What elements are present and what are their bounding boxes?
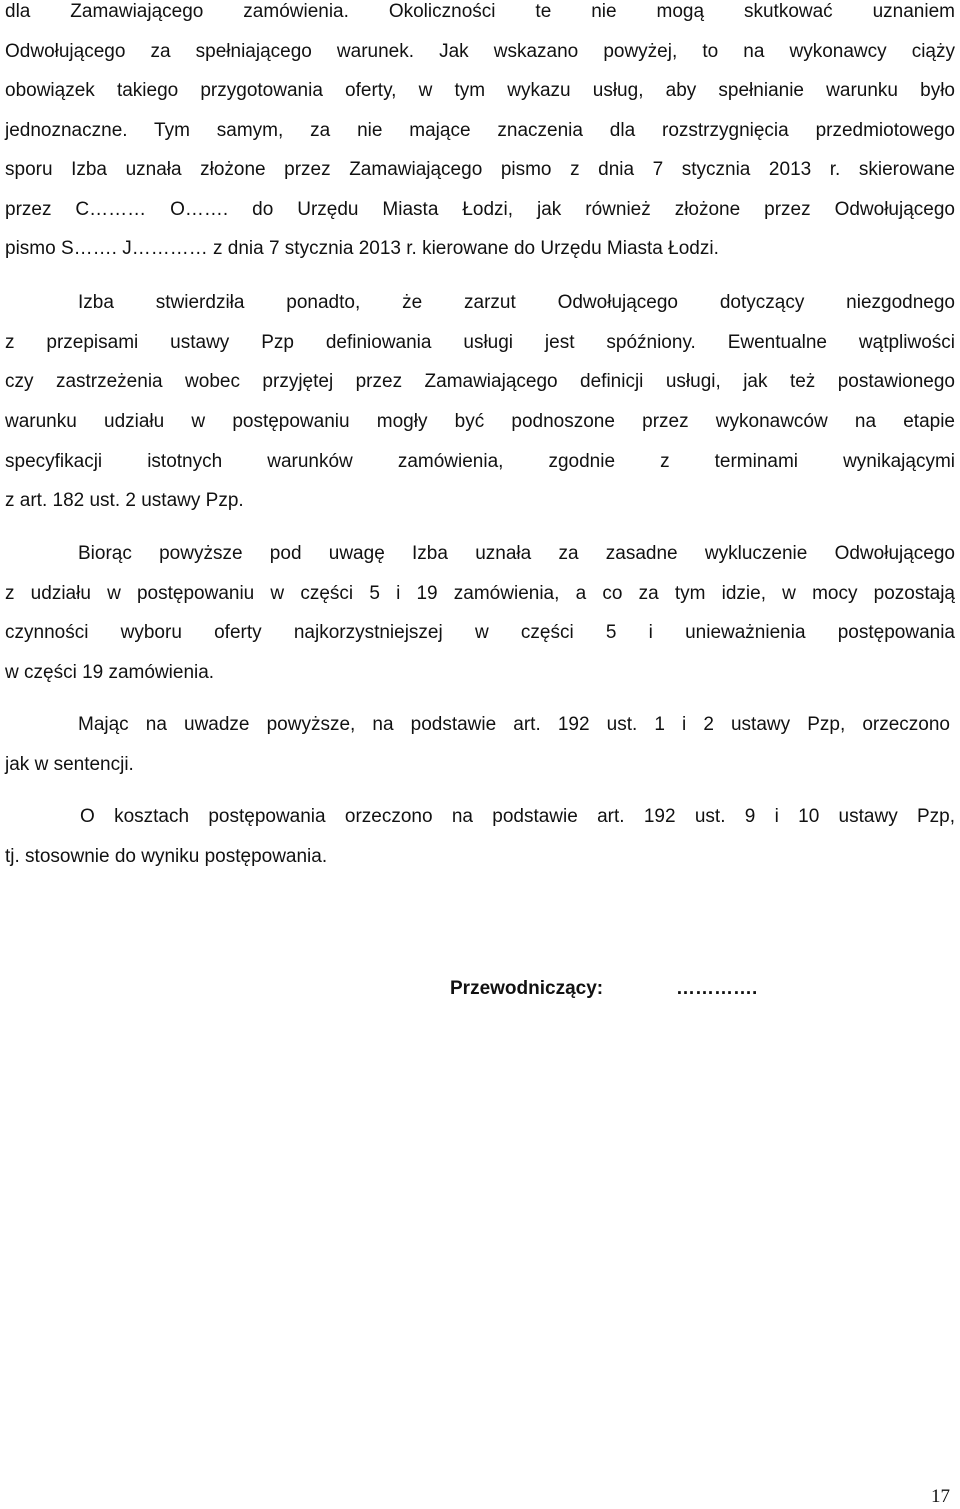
paragraph-line-16: czynności wyboru oferty najkorzystniejszej w części 5 i unieważnienia postępowania [5, 622, 955, 643]
signature-placeholder: …………. [676, 978, 758, 999]
paragraph-line-9: z przepisami ustawy Pzp definiowania usługi jest spóźniony. Ewentualne wątpliwości [5, 332, 955, 353]
paragraph-line-2: Odwołującego za spełniającego warunek. Jak wskazano powyżej, to na wykonawcy ciąży [5, 41, 955, 62]
paragraph-line-19: jak w sentencji. [5, 754, 134, 775]
paragraph-line-11: warunku udziału w postępowaniu mogły być podnoszone przez wykonawców na etapie [5, 411, 955, 432]
paragraph-line-21: tj. stosownie do wyniku postępowania. [5, 846, 328, 867]
paragraph-line-6: przez C……… O……. do Urzędu Miasta Łodzi, jak również złożone przez Odwołującego [5, 199, 955, 220]
paragraph-line-7: pismo S……. J………… z dnia 7 stycznia 2013 r. kierowane do Urzędu Miasta Łodzi. [5, 238, 719, 259]
paragraph-line-14: Biorąc powyższe pod uwagę Izba uznała za zasadne wykluczenie Odwołującego [78, 543, 955, 564]
paragraph-line-1: dla Zamawiającego zamówienia. Okoliczności te nie mogą skutkować uznaniem [5, 1, 955, 22]
paragraph-line-15: z udziału w postępowaniu w części 5 i 19 zamówienia, a co za tym idzie, w mocy pozostają [5, 583, 955, 604]
page-number: 17 [931, 1486, 950, 1507]
paragraph-line-5: sporu Izba uznała złożone przez Zamawiającego pismo z dnia 7 stycznia 2013 r. skierowane [5, 159, 955, 180]
paragraph-line-10: czy zastrzeżenia wobec przyjętej przez Zamawiającego definicji usługi, jak też postawionego [5, 371, 955, 392]
paragraph-line-17: w części 19 zamówienia. [5, 662, 215, 683]
signature-label: Przewodniczący: [450, 978, 604, 999]
paragraph-line-4: jednoznaczne. Tym samym, za nie mające znaczenia dla rozstrzygnięcia przedmiotowego [5, 120, 955, 141]
paragraph-line-8: Izba stwierdziła ponadto, że zarzut Odwołującego dotyczący niezgodnego [78, 292, 955, 313]
paragraph-line-13: z art. 182 ust. 2 ustawy Pzp. [5, 490, 244, 511]
paragraph-line-3: obowiązek takiego przygotowania oferty, w tym wykazu usług, aby spełnianie warunku było [5, 80, 955, 101]
paragraph-line-18: Mając na uwadze powyższe, na podstawie art. 192 ust. 1 i 2 ustawy Pzp, orzeczono [78, 714, 950, 735]
paragraph-line-20: O kosztach postępowania orzeczono na podstawie art. 192 ust. 9 i 10 ustawy Pzp, [80, 806, 955, 827]
paragraph-line-12: specyfikacji istotnych warunków zamówienia, zgodnie z terminami wynikającymi [5, 451, 955, 472]
